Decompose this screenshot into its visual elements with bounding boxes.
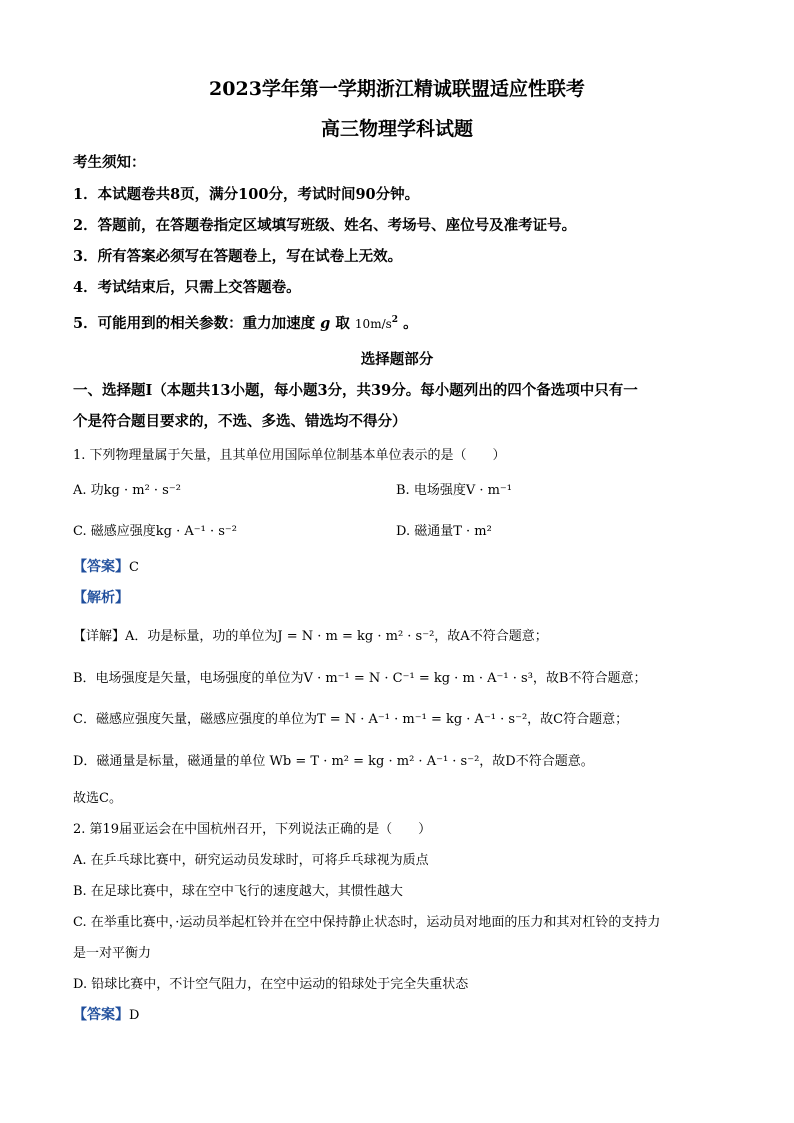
q1-option-d: D. 磁通量T · m² — [396, 524, 492, 539]
q1-option-a: A. 功kg · m² · s⁻² — [73, 483, 181, 498]
q1-option-b: B. 电场强度V · m⁻¹ — [396, 483, 513, 498]
section-intro-line-1: 一、选择题Ⅰ（本题共13小题，每小题3分，共39分。每小题列出的四个备选项中只有一 — [73, 382, 638, 399]
q1-detail-tag: 【详解】 — [73, 629, 126, 644]
notice-item-5-mid: 取 — [335, 315, 350, 332]
q1-answer-value: C — [129, 560, 139, 575]
q2-answer-row — [73, 1004, 139, 1024]
title-line-2: 高三物理学科试题 — [320, 118, 473, 140]
q1-detail-c: C．磁感应强度矢量，磁感应强度的单位为T = N · A⁻¹ · m⁻¹ = kg · A⁻¹ · s⁻²，故C符合题意； — [73, 712, 629, 727]
q2-option-c-line-2: 是一对平衡力 — [73, 946, 152, 961]
q2-option-d: D. 铅球比赛中，不计空气阻力，在空中运动的铅球处于完全失重状态 — [73, 977, 469, 992]
q1-stem: 1. 下列物理量属于矢量，且其单位用国际单位制基本单位表示的是（ ） — [73, 448, 506, 463]
q1-detail-a-row — [73, 625, 548, 644]
q2-option-c-line-1: C. 在举重比赛中，·运动员举起杠铃并在空中保持静止状态时，运动员对地面的压力和其对杠铃的支持力 — [73, 915, 661, 930]
notice-item-2: 2．答题前，在答题卷指定区域填写班级、姓名、考场号、座位号及准考证号。 — [73, 217, 577, 234]
q1-answer-row — [73, 556, 139, 576]
gravity-symbol: g — [320, 315, 331, 332]
section-intro-line-2: 个是符合题目要求的，不选、多选、错选均不得分） — [73, 413, 407, 430]
q2-option-b: B. 在足球比赛中，球在空中飞行的速度越大，其惯性越大 — [73, 884, 403, 899]
q2-option-a: A. 在乒乓球比赛中，研究运动员发球时，可将乒乓球视为质点 — [73, 853, 429, 868]
notice-heading: 考生须知： — [73, 154, 146, 171]
q2-answer-tag: 【答案】 — [73, 1007, 129, 1023]
notice-item-5-prefix: 5．可能用到的相关参数：重力加速度 — [73, 315, 316, 332]
title-line-1: 2023学年第一学期浙江精诚联盟适应性联考 — [209, 78, 585, 100]
notice-item-5-end: 。 — [403, 315, 418, 332]
q1-detail-a: A．功是标量，功的单位为J = N · m = kg · m² · s⁻²，故A不符合题意； — [125, 629, 548, 644]
q1-detail-d: D．磁通量是标量，磁通量的单位 Wb = T · m² = kg · m² · A⁻¹ · s⁻²，故D不符合题意。 — [73, 754, 594, 769]
notice-item-1: 1．本试题卷共8页，满分100分，考试时间90分钟。 — [73, 186, 420, 203]
q1-detail-b: B．电场强度是矢量，电场强度的单位为V · m⁻¹ = N · C⁻¹ = kg · m · A⁻¹ · s³，故B不符合题意； — [73, 671, 647, 686]
q1-analysis-tag: 【解析】 — [73, 590, 129, 606]
q1-answer-tag: 【答案】 — [73, 559, 129, 575]
gravity-value: 10m/s — [354, 317, 392, 331]
q2-stem: 2. 第19届亚运会在中国杭州召开，下列说法正确的是（ ） — [73, 822, 432, 837]
notice-item-5 — [73, 312, 418, 333]
q1-conclusion: 故选C。 — [73, 791, 122, 806]
section-title: 选择题部分 — [360, 351, 434, 368]
notice-item-3: 3．所有答案必须写在答题卷上，写在试卷上无效。 — [73, 248, 403, 265]
gravity-exponent: 2 — [391, 315, 399, 325]
notice-item-4: 4．考试结束后，只需上交答题卷。 — [73, 279, 301, 296]
q1-option-c: C. 磁感应强度kg · A⁻¹ · s⁻² — [73, 524, 237, 539]
q2-answer-value: D — [129, 1008, 140, 1023]
